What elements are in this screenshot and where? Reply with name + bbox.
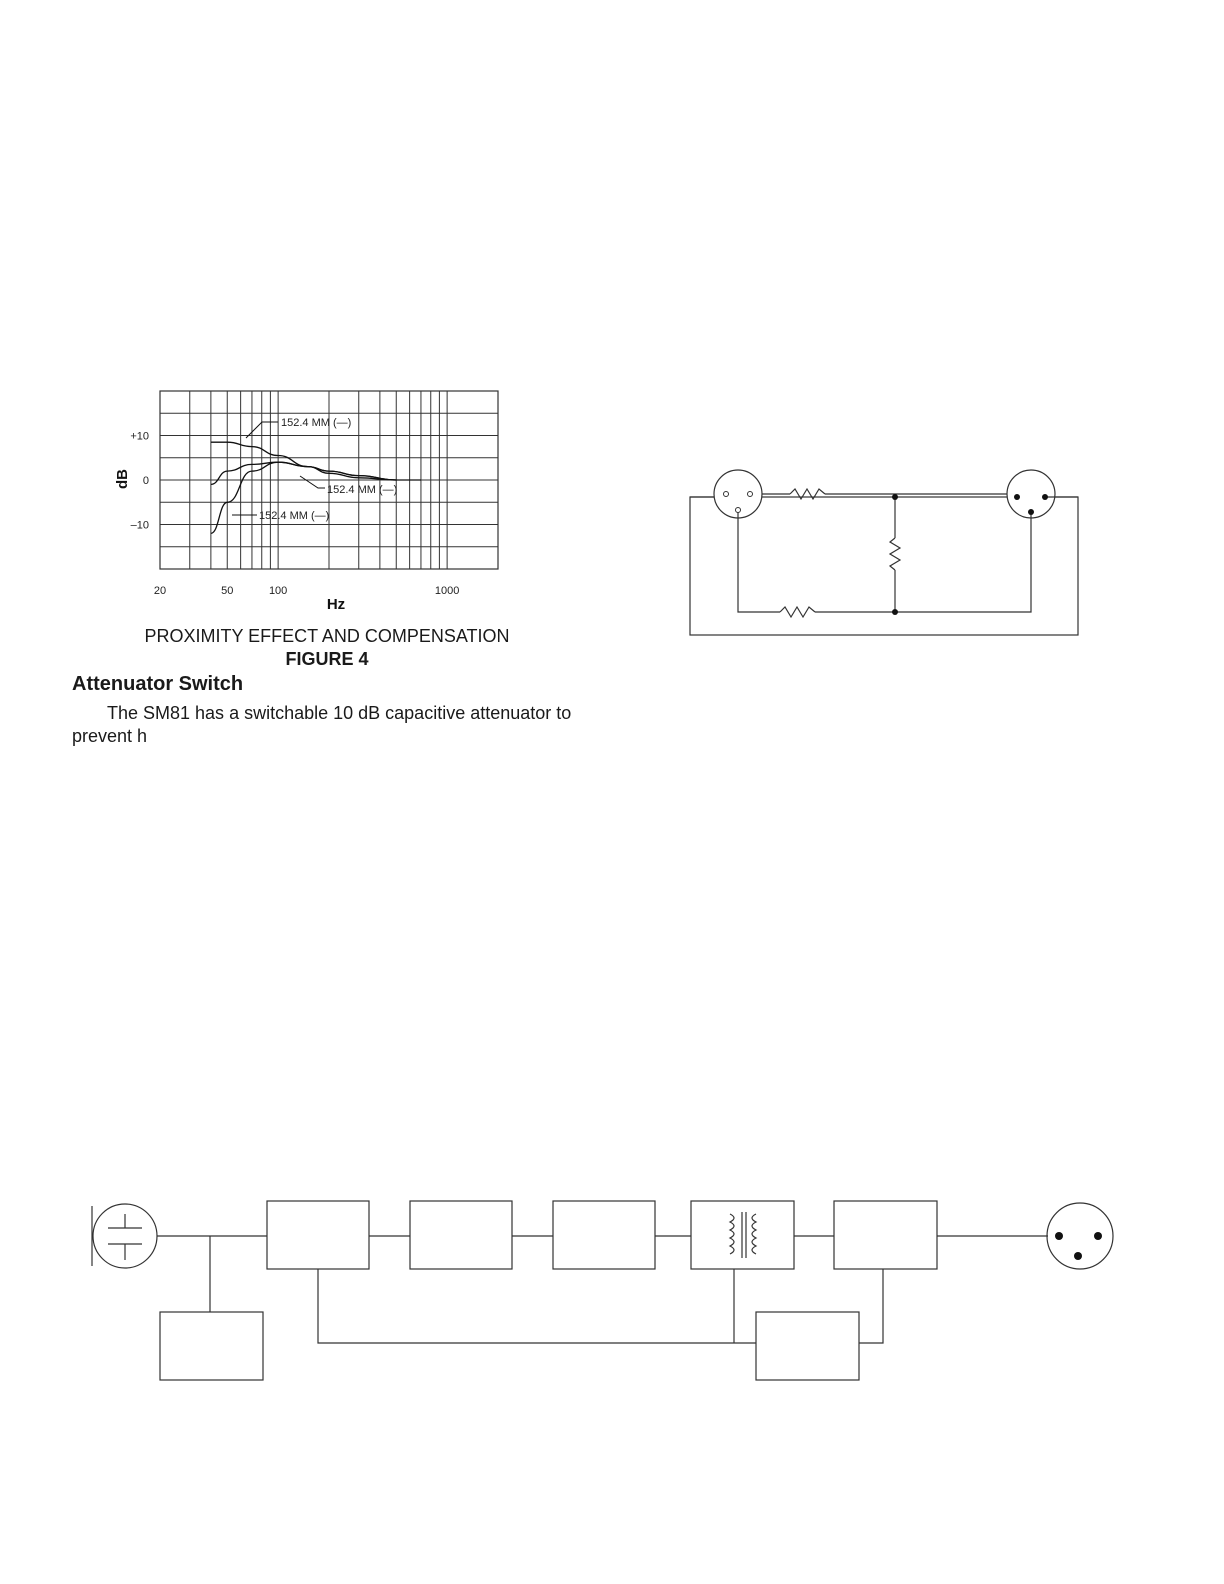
attenuator-schematic: [680, 460, 1090, 650]
proximity-effect-chart: [0, 0, 612, 620]
power-block: [756, 1312, 859, 1380]
series-line-1: [211, 442, 421, 480]
block-2: [410, 1201, 512, 1269]
shunt-resistor: [890, 538, 900, 570]
block-3: [553, 1201, 655, 1269]
transformer-coil-secondary: [752, 1214, 756, 1254]
x-tick-label: 20: [153, 585, 167, 597]
output-pin-3: [1074, 1252, 1082, 1260]
female-pin-1: [724, 492, 729, 497]
female-pin-2: [748, 492, 753, 497]
output-pin-2: [1094, 1232, 1102, 1240]
transformer-core: [742, 1212, 746, 1258]
output-pin-1: [1055, 1232, 1063, 1240]
series-label-1: 152.4 MM (—): [281, 417, 352, 429]
section-heading: Attenuator Switch: [72, 673, 244, 695]
chart-labels: [114, 417, 459, 613]
block-diagram: [80, 1190, 1130, 1390]
x-tick-label: 100: [268, 585, 288, 597]
male-pin-2: [1042, 494, 1048, 500]
x-tick-label: 1000: [434, 585, 460, 597]
body-paragraph: The SM81 has a switchable 10 dB capacitive attenuator to prevent h: [72, 703, 572, 746]
series-leader-2: [300, 476, 325, 488]
female-pin-3: [736, 508, 741, 513]
wire-left-drop: [738, 512, 780, 612]
output-feed: [859, 1269, 883, 1343]
transformer-coil-primary: [730, 1214, 734, 1254]
series-resistor-bottom: [780, 607, 815, 617]
y-tick-label: +10: [130, 430, 149, 443]
series-label-3: 152.4 MM (—): [259, 510, 330, 522]
x-tick-label: 50: [221, 585, 234, 597]
male-pin-1: [1014, 494, 1020, 500]
figure-caption-number: FIGURE 4: [285, 649, 369, 669]
block-5: [834, 1201, 937, 1269]
junction-top: [892, 494, 898, 500]
feedback-line: [318, 1269, 756, 1343]
series-label-2: 152.4 MM (—): [327, 484, 398, 496]
wire-bottom-right: [815, 512, 1031, 612]
x-axis-title: Hz: [326, 596, 346, 613]
y-tick-label: 0: [142, 475, 149, 487]
bias-block: [160, 1312, 263, 1380]
block-1: [267, 1201, 369, 1269]
y-tick-label: –10: [130, 519, 149, 532]
male-pin-3: [1028, 509, 1034, 515]
schematic-outer-loop: [690, 497, 1078, 635]
series-line-3: [211, 462, 396, 533]
figure-caption-title: PROXIMITY EFFECT AND COMPENSATION: [144, 626, 510, 646]
junction-bottom: [892, 609, 898, 615]
y-axis-title: dB: [114, 469, 131, 489]
